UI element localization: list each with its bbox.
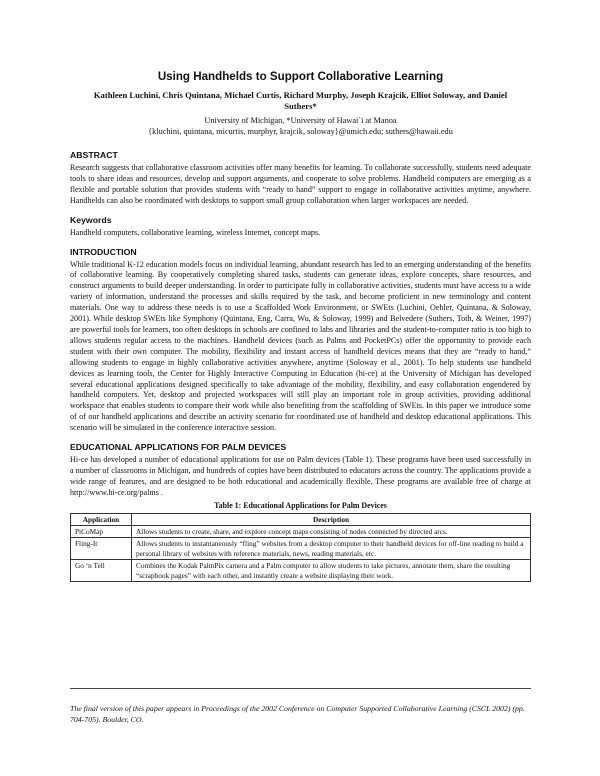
column-header-description: Description bbox=[132, 513, 531, 525]
table-caption: Table 1: Educational Applications for Palm Devices bbox=[214, 500, 387, 510]
introduction-text: While traditional K-12 education models focus on individual learning, abundant research has led to an emerging understanding of the benefits of collaborative learning. By cooperatively completing shared tasks, students can generate ideas, explore concepts, share resources, and construct arguments to build deeper understanding. In order to participate fully in collaborative activities, students must have access to a wide variety of information, understand the processes and skills required by the task, and become proficient in new terminology and content materials. One way to address these needs is to use a Scaffolded Work Environment, or SWEts (Luchini, Oehler, Quintana, & Soloway, 2001). While desktop SWEts like Symphony (Quintana, Eng, Carra, Wu, & Soloway, 1999) and Belvedere (Suthers, Toth, & Weiner, 1997) are powerful tools for learners, too often desktops in schools are confined to labs and libraries and the student-to-computer ratio is too high to allows students regular access to the machines. Handheld devices (such as Palms and PocketPCs) offer the opportunity to provide each student with their own computer. The mobility, flexibility and instant access of handheld devices means that they are “ready to hand,” allowing students to engage in highly collaborative activities anywhere, anytime (Soloway et al., 2001). To help students use handheld devices as learning tools, the Center for Highly Interactive Computing in Education (hi-ce) at the University of Michigan has developed several educational applications designed specifically to take advantage of the mobility, flexibility, and easy collaboration engendered by handheld computers. Yet, desktop and projected workspaces will still play an important role in group activities, providing additional workspace that enables students to compare their work while also benefiting from the scaffolding of SWEts. In this paper we introduce some of of our handheld applications and describe an activity scenario for coordinated use of handheld and desktop educational applications. This scenario will be simulated in the conference interactive session. bbox=[70, 259, 531, 433]
keywords-heading: Keywords bbox=[70, 214, 112, 225]
table-row bbox=[71, 560, 531, 582]
table-row bbox=[71, 538, 531, 560]
table-cell-description: Combines the Kodak PalmPix camera and a Palm computer to allow students to take pictures, annotate them, share the resulting “scrapbook pages” with each other, and instantly create a website displaying their work. bbox=[132, 560, 531, 582]
paper-body bbox=[70, 70, 531, 582]
table-cell-application: PiCoMap bbox=[71, 526, 132, 538]
abstract-heading: ABSTRACT bbox=[70, 150, 118, 160]
column-header-application: Application bbox=[71, 513, 132, 525]
table-cell-description: Allows students to create, share, and explore concept maps consisting of nodes connected by directed arcs. bbox=[132, 526, 531, 538]
table-cell-application: Go ‘n Tell bbox=[71, 560, 132, 582]
introduction-heading: INTRODUCTION bbox=[70, 246, 137, 257]
paper-title: Using Handhelds to Support Collaborative Learning bbox=[157, 70, 444, 83]
author-list: Kathleen Luchini, Chris Quintana, Michael Curtis, Richard Murphy, Joseph Krajcik, Elliot Soloway, and Daniel Suthers* bbox=[93, 90, 508, 111]
table-cell-application: Fling-It bbox=[71, 538, 132, 560]
edu-apps-text: Hi-ce has developed a number of educational applications for use on Palm devices (Table 1). These programs have been used successfully in a number of classrooms in Michigan, and hundreds of copies have been distributed to educators across the country. The applications provide a wide range of features, and are designed to be both educational and academically flexible. These programs are available free of charge at http://www.hi-ce.org/palms . bbox=[70, 455, 531, 497]
keywords-text: Handheld computers, collaborative learning, wireless Internet, concept maps. bbox=[70, 227, 321, 237]
table-cell-description: Allows students to instantaneously “fling” websites from a desktop computer to their handheld devices for off-line reading to build a personal library of websites with reference materials, news, reading materials, etc. bbox=[132, 538, 531, 560]
table-header-row bbox=[71, 513, 531, 525]
edu-apps-heading: EDUCATIONAL APPLICATIONS FOR PALM DEVICES bbox=[70, 442, 287, 453]
abstract-text: Research suggests that collaborative classroom activities offer many benefits for learning. To collaborate successfully, students need adequate tools to share ideas and resources, develop and support arguments, and cooperate to solve problems. Handheld computers are emerging as a flexible and portable solution that provides students with “ready to hand” support to engage in collaborative activities anytime, anywhere. Handhelds can also be coordinated with desktops to support small group collaboration when larger workspaces are needed. bbox=[70, 163, 531, 205]
applications-table bbox=[70, 513, 531, 582]
table-row bbox=[71, 526, 531, 538]
footnote-divider bbox=[70, 688, 531, 689]
publication-footnote: The final version of this paper appears in Proceedings of the 2002 Conference on Computer Supported Collaborative Learning (CSCL 2002) (pp. 704-705). Boulder, CO. bbox=[70, 704, 525, 724]
author-emails: {kluchini, quintana, micurtis, murphyr, krajcik, soloway}@umich.edu; suthers@hawaii.edu bbox=[148, 127, 453, 136]
affiliation: University of Michigan, *University of Hawai`i at Manoa bbox=[204, 116, 397, 125]
